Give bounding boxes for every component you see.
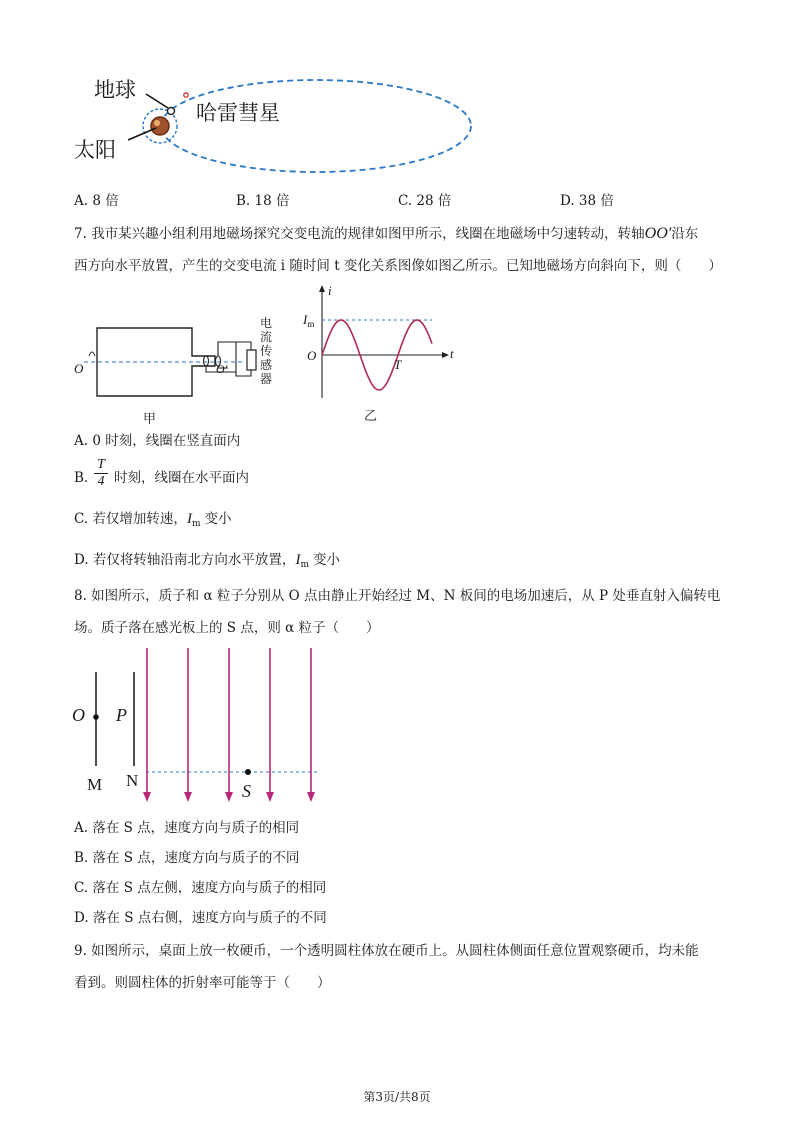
q9-stem-line1: 9. 如图所示，桌面上放一枚硬币，一个透明圆柱体放在硬币上。从圆柱体侧面任意位置观察硬币，均未能 bbox=[74, 943, 699, 959]
graph-t-arrow bbox=[442, 352, 449, 358]
q7-option-c-sym: I bbox=[186, 511, 192, 527]
q6-option-b: B. 18 倍 bbox=[236, 193, 290, 209]
q7-option-b-text: 时刻，线圈在水平面内 bbox=[114, 470, 249, 486]
point-s-dot bbox=[245, 769, 251, 775]
graph-im-label bbox=[303, 312, 314, 329]
q8-p-label: P bbox=[116, 705, 127, 725]
fraction-numerator: T bbox=[97, 457, 105, 472]
q7-option-d-end: 变小 bbox=[312, 552, 340, 568]
page-number: 第3页/共8页 bbox=[363, 1090, 431, 1104]
field-arrow-2 bbox=[184, 792, 192, 802]
sun-highlight bbox=[154, 120, 160, 126]
q8-stem-line1: 8. 如图所示，质子和 α 粒子分别从 O 点由静止开始经过 M、N 板间的电场加速后，从 P 处垂直射入偏转电 bbox=[74, 588, 721, 604]
q7-option-d-prefix: D. 若仅将转轴沿南北方向水平放置， bbox=[74, 552, 296, 568]
q7-left-o-label: O bbox=[74, 361, 84, 376]
q6-option-d: D. 38 倍 bbox=[560, 193, 614, 209]
graph-i-arrow bbox=[319, 285, 325, 292]
comet-orbit-figure bbox=[60, 62, 480, 192]
q8-option-b: B. 落在 S 点，速度方向与质子的不同 bbox=[74, 850, 300, 866]
q7-option-b-fraction bbox=[94, 457, 108, 490]
q7-stem-line2: 西方向水平放置，产生的交变电流 i 随时间 t 变化关系图像如图乙所示。已知地磁场方向斜向下，则（ ） bbox=[74, 258, 722, 274]
sun-label: 太阳 bbox=[74, 138, 116, 162]
q7-option-a: A. 0 时刻，线圈在竖直面内 bbox=[74, 433, 241, 449]
q8-option-c: C. 落在 S 点左侧，速度方向与质子的相同 bbox=[74, 880, 327, 896]
slip-ring-1 bbox=[204, 356, 209, 366]
q7-option-c-prefix: C. 若仅增加转速， bbox=[74, 511, 187, 527]
q7-figure-left bbox=[70, 306, 290, 426]
rotation-arrow-icon bbox=[89, 352, 95, 356]
q7-option-d bbox=[74, 550, 340, 575]
sensor-char-1: 电 bbox=[260, 316, 273, 330]
q7-option-d-sym: I bbox=[295, 552, 301, 568]
graph-im-sub: m bbox=[307, 319, 315, 329]
q8-n-label: N bbox=[126, 771, 139, 790]
field-arrow-3 bbox=[225, 792, 233, 802]
q9-stem-line2: 看到。则圆柱体的折射率可能等于（ ） bbox=[74, 975, 331, 991]
field-arrow-4 bbox=[266, 792, 274, 802]
q6-option-c: C. 28 倍 bbox=[398, 193, 452, 209]
q8-s-label: S bbox=[242, 781, 251, 801]
q7-coil-diagram bbox=[70, 306, 290, 401]
field-lines bbox=[143, 648, 315, 802]
q8-o-label: O bbox=[72, 705, 85, 725]
current-sensor-icon bbox=[247, 350, 256, 370]
q8-option-d: D. 落在 S 点右侧，速度方向与质子的不同 bbox=[74, 910, 327, 926]
graph-period-label: T bbox=[394, 357, 402, 372]
q7-left-caption: 甲 bbox=[143, 412, 157, 427]
field-arrow-5 bbox=[307, 792, 315, 802]
q7-current-graph bbox=[300, 283, 470, 408]
sun-pointer-line bbox=[128, 128, 156, 140]
graph-o-label: O bbox=[307, 348, 317, 363]
q7-option-c-end: 变小 bbox=[204, 511, 232, 527]
graph-im-letter: I bbox=[303, 312, 308, 327]
q7-left-oprime-label: O′ bbox=[216, 362, 228, 376]
q7-stem-line1-end: 沿东 bbox=[671, 226, 699, 242]
q7-right-caption: 乙 bbox=[364, 409, 378, 424]
field-arrow-1 bbox=[143, 792, 151, 802]
earth-label: 地球 bbox=[94, 78, 136, 102]
q7-stem-line1 bbox=[74, 224, 698, 244]
q7-figure-right bbox=[300, 283, 470, 428]
q8-stem-line2: 场。质子落在感光板上的 S 点，则 α 粒子（ ） bbox=[74, 620, 380, 636]
sensor-char-4: 感 bbox=[260, 358, 273, 372]
sensor-char-2: 流 bbox=[260, 330, 273, 344]
q8-field-diagram bbox=[70, 646, 330, 806]
q8-option-a: A. 落在 S 点，速度方向与质子的相同 bbox=[74, 820, 300, 836]
graph-i-label: i bbox=[328, 283, 332, 298]
q8-figure bbox=[70, 646, 330, 806]
earth-pointer-line bbox=[146, 94, 168, 108]
q7-axis-name: OO′ bbox=[644, 225, 672, 242]
q7-option-c-sub: m bbox=[191, 519, 201, 529]
comet-icon bbox=[184, 93, 188, 97]
sensor-char-5: 器 bbox=[260, 372, 273, 386]
fraction-denominator: 4 bbox=[97, 474, 105, 489]
graph-t-label: t bbox=[450, 346, 454, 361]
sensor-char-3: 传 bbox=[260, 344, 273, 358]
q7-stem-line1-text: 7. 我市某兴趣小组利用地磁场探究交变电流的规律如图甲所示，线圈在地磁场中匀速转动，转轴 bbox=[74, 226, 645, 242]
point-o-dot bbox=[93, 714, 99, 720]
earth-icon bbox=[168, 108, 175, 115]
q7-option-c bbox=[74, 509, 231, 534]
q7-option-b-prefix: B. bbox=[74, 470, 89, 486]
sun-icon bbox=[151, 117, 169, 135]
q8-m-label: M bbox=[87, 775, 103, 794]
comet-label: 哈雷彗星 bbox=[196, 101, 280, 125]
q7-sensor-label bbox=[260, 316, 274, 386]
q6-option-a: A. 8 倍 bbox=[74, 193, 119, 209]
q7-option-d-sub: m bbox=[300, 560, 309, 570]
